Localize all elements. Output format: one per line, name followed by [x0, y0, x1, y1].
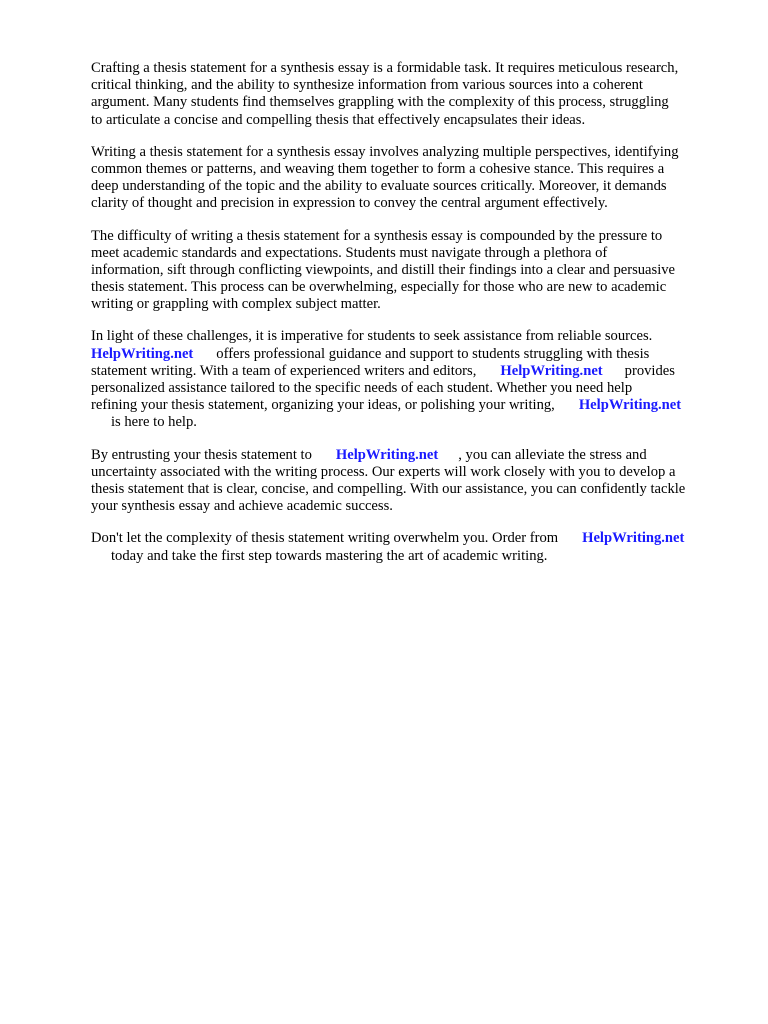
paragraph-analysis	[91, 144, 731, 213]
paragraph-call-to-action	[91, 530, 731, 564]
paragraph-difficulty	[91, 228, 731, 314]
helpwriting-link[interactable]: HelpWriting.net	[500, 362, 603, 379]
paragraph-entrusting	[91, 447, 731, 516]
text-line	[91, 414, 731, 431]
text-line	[91, 548, 731, 565]
text-line: argument. Many students find themselves grappling with the complexity of this process, struggling	[91, 94, 669, 111]
document-page	[91, 60, 731, 580]
text-segment: statement writing. With a team of experienced writers and editors,	[91, 362, 477, 379]
text-line: personalized assistance tailored to the specific needs of each student. Whether you need help	[91, 380, 633, 396]
text-line: critical thinking, and the ability to synthesize information from various sources into a coherent	[91, 77, 643, 94]
text-line	[91, 397, 731, 414]
text-segment: , you can alleviate the stress and	[458, 446, 647, 463]
text-segment: today and take the first step towards mastering the art of academic writing.	[111, 547, 548, 564]
helpwriting-link[interactable]: HelpWriting.net	[335, 446, 439, 463]
helpwriting-link[interactable]: HelpWriting.net	[582, 530, 685, 547]
text-line: thesis statement. This process can be overwhelming, especially for those who are new to academic	[91, 279, 667, 296]
text-line	[91, 346, 731, 363]
text-line: The difficulty of writing a thesis statement for a synthesis essay is compounded by the pressure to	[91, 227, 663, 244]
text-segment: refining your thesis statement, organizing your ideas, or polishing your writing,	[91, 397, 555, 414]
text-line: In light of these challenges, it is imperative for students to seek assistance from reliable sources.	[91, 328, 653, 345]
text-line: writing or grappling with complex subject matter.	[91, 296, 381, 313]
text-line: your synthesis essay and achieve academic success.	[91, 498, 393, 515]
text-line: to articulate a concise and compelling thesis that effectively encapsulates their ideas.	[91, 111, 586, 128]
text-line: information, sift through conflicting viewpoints, and distill their findings into a clear and persuasive	[91, 261, 676, 278]
text-line: Crafting a thesis statement for a synthesis essay is a formidable task. It requires meticulous research,	[91, 60, 679, 76]
text-line: thesis statement that is clear, concise, and compelling. With our assistance, you can confidently tackle	[91, 480, 686, 497]
text-line: uncertainty associated with the writing process. Our experts will work closely with you to develop a	[91, 463, 676, 480]
text-line: deep understanding of the topic and the ability to evaluate sources critically. Moreover, it demands	[91, 178, 667, 195]
text-line	[91, 530, 731, 547]
text-segment: offers professional guidance and support to students struggling with thesis	[216, 345, 650, 362]
text-segment: By entrusting your thesis statement to	[91, 446, 312, 463]
text-line: meet academic standards and expectations. Students must navigate through a plethora of	[91, 244, 608, 261]
text-line	[91, 363, 731, 380]
paragraph-assistance	[91, 328, 731, 431]
text-line	[91, 447, 731, 464]
text-segment: is here to help.	[111, 414, 197, 431]
text-segment: provides	[624, 362, 675, 379]
text-line: clarity of thought and precision in expression to convey the central argument effectively.	[91, 195, 608, 212]
text-segment: Don't let the complexity of thesis statement writing overwhelm you. Order from	[91, 530, 559, 547]
text-line: Writing a thesis statement for a synthesis essay involves analyzing multiple perspectives, identifying	[91, 143, 679, 160]
helpwriting-link[interactable]: HelpWriting.net	[91, 345, 194, 362]
text-line: common themes or patterns, and weaving them together to form a cohesive stance. This requires a	[91, 160, 665, 177]
paragraph-intro	[91, 60, 731, 129]
helpwriting-link[interactable]: HelpWriting.net	[578, 397, 682, 414]
